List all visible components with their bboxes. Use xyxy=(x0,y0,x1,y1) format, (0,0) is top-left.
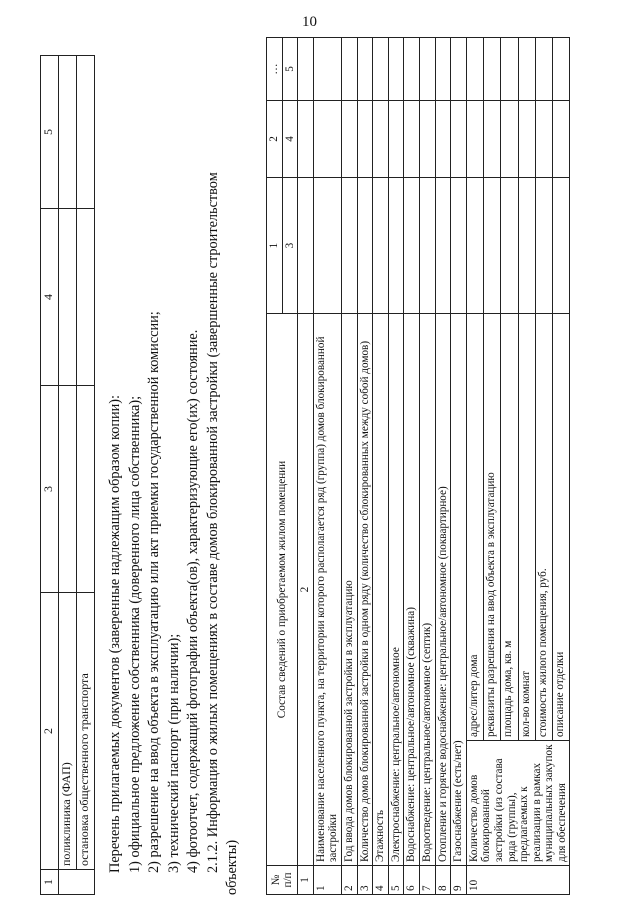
table-row xyxy=(388,38,404,895)
header-col: 2 xyxy=(267,101,283,178)
table-header-row xyxy=(267,38,283,895)
row-text: Водоотведение: центральное/автономное (септик) xyxy=(419,314,435,866)
table-cell xyxy=(435,38,451,101)
table-cell xyxy=(388,178,404,314)
table-row xyxy=(419,38,435,895)
row-text: Электроснабжение: центральное/автономное xyxy=(388,314,404,866)
table-row xyxy=(404,38,420,895)
table-cell xyxy=(59,56,77,209)
table-row xyxy=(373,38,389,895)
table-cell xyxy=(466,38,483,101)
table-cell xyxy=(535,101,552,178)
table-cell xyxy=(518,101,535,178)
row-text: Водоснабжение: центральное/автономное (скважина) xyxy=(404,314,420,866)
table-cell: 1 xyxy=(41,870,59,895)
table-row xyxy=(313,38,341,895)
table-cell: поликлиника (ФАП) xyxy=(59,593,77,870)
table-cell xyxy=(77,209,95,386)
table-row xyxy=(357,38,373,895)
table-cell xyxy=(388,38,404,101)
table-cell xyxy=(298,38,314,101)
sub-row-label: описание отделки xyxy=(553,314,570,741)
table-cell xyxy=(501,38,518,101)
table-cell xyxy=(451,38,467,101)
infrastructure-table-continuation xyxy=(40,55,95,895)
table-cell xyxy=(466,101,483,178)
table-cell xyxy=(313,178,341,314)
table-row xyxy=(341,38,357,895)
row-text: Этажность xyxy=(373,314,389,866)
table-cell xyxy=(341,101,357,178)
sub-row-label: реквизиты разрешения на ввод объекта в эксплуатацию xyxy=(484,314,501,741)
row-text: Количество домов блокированной застройки (из состава ряда (группы), предлагаемых к реализации в рамках муниципальных закупок для обеспечения xyxy=(466,741,570,866)
table-cell xyxy=(535,38,552,101)
table-cell xyxy=(373,38,389,101)
table-cell xyxy=(404,178,420,314)
table-cell xyxy=(419,101,435,178)
table-cell xyxy=(484,101,501,178)
table-row xyxy=(59,56,77,895)
table-cell xyxy=(404,101,420,178)
table-cell xyxy=(388,101,404,178)
row-text: Отопление и горячее водоснабжение: центральное/автономное (поквартирное) xyxy=(435,314,451,866)
header-col: … xyxy=(267,38,283,101)
table-cell xyxy=(77,56,95,209)
housing-info-table xyxy=(266,37,570,895)
row-text: Год ввода домов блокированной застройки в эксплуатацию xyxy=(341,314,357,866)
table-cell: 4 xyxy=(41,209,59,386)
row-num: 1 xyxy=(298,866,314,895)
table-cell xyxy=(59,386,77,593)
table-cell xyxy=(484,38,501,101)
section-heading: 2.1.2. Информация о жилых помещениях в составе домов блокированной застройки (завершенные строительством xyxy=(204,172,221,873)
table-cell xyxy=(313,38,341,101)
table-row xyxy=(451,38,467,895)
table-cell xyxy=(341,38,357,101)
table-cell xyxy=(59,209,77,386)
list-item: 1) официальное предложение собственника (доверенного лица собственника); xyxy=(126,395,143,873)
table-cell xyxy=(501,101,518,178)
list-item: 3) технический паспорт (при наличии); xyxy=(165,633,182,873)
table-cell xyxy=(435,101,451,178)
table-cell: остановка общественного транспорта xyxy=(77,593,95,870)
row-num: 7 xyxy=(419,866,435,895)
row-num: 2 xyxy=(298,314,314,866)
documents-list-title: Перечень прилагаемых документов (заверенные надлежащим образом копии): xyxy=(107,394,123,873)
row-num: 10 xyxy=(466,866,570,895)
table-cell xyxy=(451,178,467,314)
table-row xyxy=(298,38,314,895)
table-cell xyxy=(518,178,535,314)
row-num: 6 xyxy=(404,866,420,895)
rotated-page-content xyxy=(40,35,630,895)
table-cell xyxy=(77,386,95,593)
sub-row-label: площадь дома, кв. м xyxy=(501,314,518,741)
row-text: Наименование населенного пункта, на территории которого располагается ряд (группа) домов блокированной застройки xyxy=(313,314,341,866)
table-cell xyxy=(466,178,483,314)
table-cell xyxy=(404,38,420,101)
table-cell xyxy=(419,38,435,101)
table-cell xyxy=(553,101,570,178)
sub-row-label: кол-во комнат xyxy=(518,314,535,741)
page-number: 10 xyxy=(302,14,317,30)
table-cell xyxy=(341,178,357,314)
table-cell xyxy=(535,178,552,314)
header-subcol: 3 xyxy=(282,178,298,314)
table-cell xyxy=(59,870,95,895)
table-cell xyxy=(373,101,389,178)
header-num: № п/п xyxy=(267,866,298,895)
table-cell xyxy=(298,178,314,314)
table-cell xyxy=(357,101,373,178)
table-cell xyxy=(484,178,501,314)
table-cell: 5 xyxy=(41,56,59,209)
table-cell xyxy=(313,101,341,178)
table-row xyxy=(435,38,451,895)
sub-row-label: стоимость жилого помещения, руб. xyxy=(535,314,552,741)
header-subcol: 4 xyxy=(282,101,298,178)
section-heading-continued: объекты) xyxy=(224,839,240,895)
row-text: Количество домов блокированной застройки в одном ряду (количество сблокированных между собой домов) xyxy=(357,314,373,866)
sub-row-label: адрес/литер дома xyxy=(466,314,483,741)
row-num: 3 xyxy=(357,866,373,895)
header-col: 1 xyxy=(267,178,283,314)
table-cell xyxy=(518,38,535,101)
table-cell xyxy=(357,38,373,101)
table-cell xyxy=(373,178,389,314)
row-num: 4 xyxy=(373,866,389,895)
row-num: 1 xyxy=(313,866,341,895)
header-desc: Состав сведений о приобретаемом жилом помещении xyxy=(267,314,298,866)
row-text: Газоснабжение (есть/нет) xyxy=(451,314,467,866)
table-cell: 3 xyxy=(41,386,59,593)
table-cell xyxy=(419,178,435,314)
header-subcol: 5 xyxy=(282,38,298,101)
row-num: 8 xyxy=(435,866,451,895)
table-cell: 2 xyxy=(41,593,59,870)
table-cell xyxy=(435,178,451,314)
row-num: 9 xyxy=(451,866,467,895)
document-body xyxy=(106,45,243,895)
table-cell xyxy=(553,178,570,314)
list-item: 2) разрешение на ввод объекта в эксплуатацию или акт приемки государственной комиссии; xyxy=(146,311,162,873)
table-cell xyxy=(298,101,314,178)
table-row xyxy=(466,38,483,895)
list-item: 4) фотоотчет, содержащий фотографии объекта(ов), характеризующие его(их) состояние. xyxy=(185,329,201,873)
table-cell xyxy=(501,178,518,314)
table-row xyxy=(77,56,95,895)
row-num: 5 xyxy=(388,866,404,895)
row-num: 2 xyxy=(341,866,357,895)
table-cell xyxy=(553,38,570,101)
table-cell xyxy=(451,101,467,178)
table-header-row xyxy=(41,56,59,895)
table-cell xyxy=(357,178,373,314)
